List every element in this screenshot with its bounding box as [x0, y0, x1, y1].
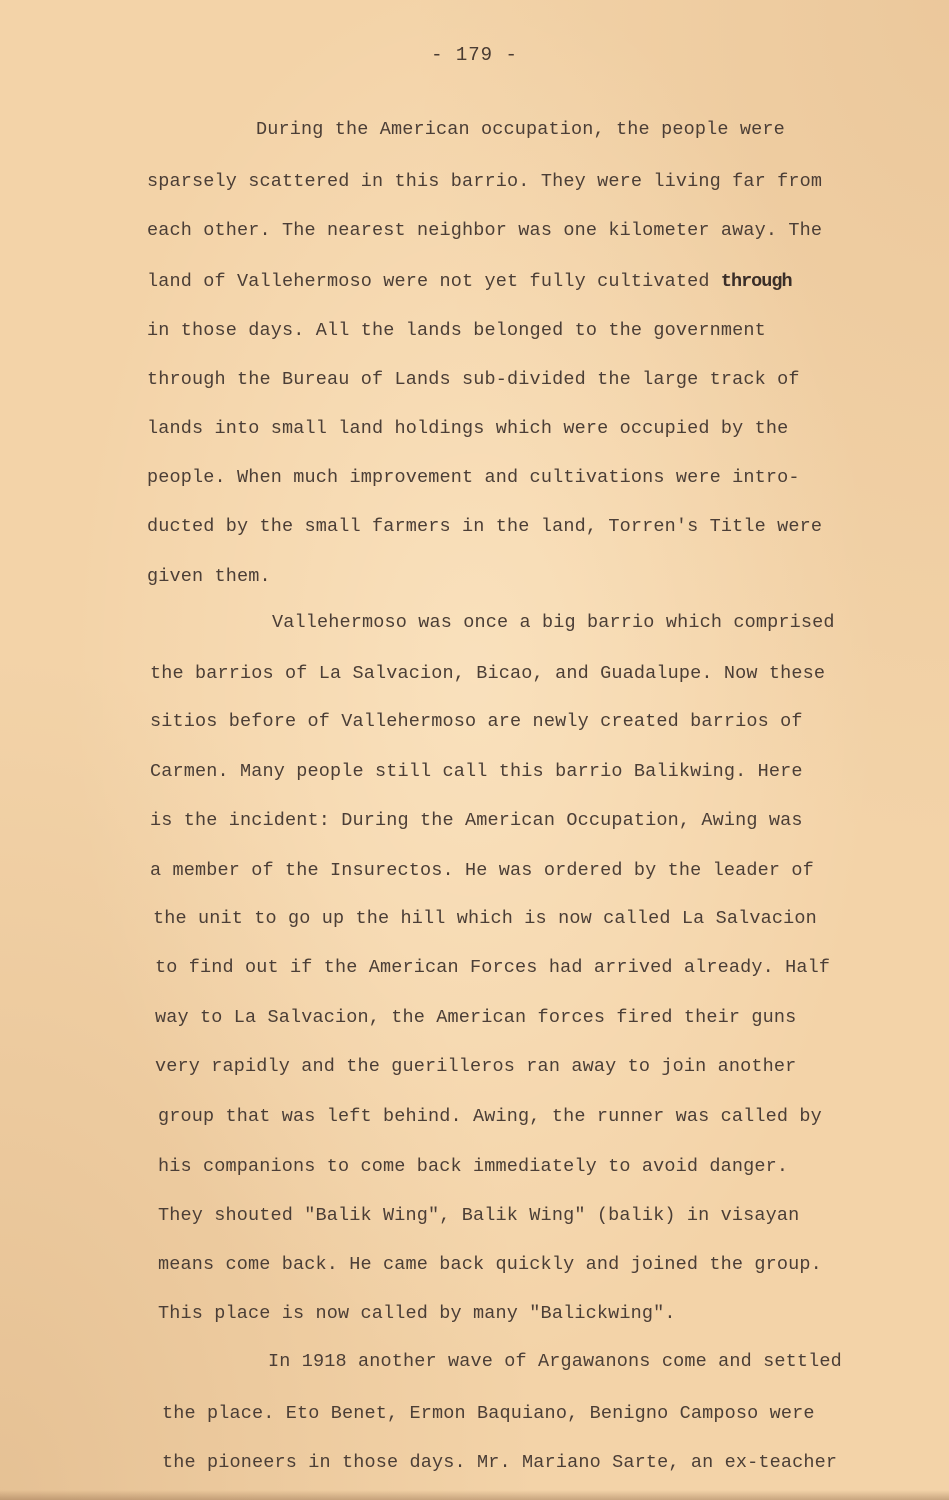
paragraph-2-line-12: his companions to come back immediately to avoid danger.: [158, 1156, 789, 1177]
paragraph-2-line-14: means come back. He came back quickly and joined the group.: [158, 1254, 822, 1275]
paragraph-2-line-13: They shouted "Balik Wing", Balik Wing" (balik) in visayan: [158, 1205, 800, 1226]
paragraph-1-line-8: people. When much improvement and cultivations were intro-: [147, 467, 800, 488]
paragraph-2-line-2: the barrios of La Salvacion, Bicao, and Guadalupe. Now these: [150, 663, 826, 684]
paragraph-1-line-4: [147, 270, 792, 294]
paragraph-2-line-15: This place is now called by many "Balickwing".: [158, 1303, 676, 1324]
paragraph-1-line-2: sparsely scattered in this barrio. They were living far from: [147, 171, 823, 192]
paragraph-1-line-5: in those days. All the lands belonged to the government: [147, 320, 766, 341]
paragraph-1-line-6: through the Bureau of Lands sub-divided the large track of: [147, 369, 800, 390]
paragraph-2-line-5: is the incident: During the American Occupation, Awing was: [150, 810, 803, 831]
paragraph-1-line-7: lands into small land holdings which were occupied by the: [147, 418, 789, 439]
paragraph-2-line-11: group that was left behind. Awing, the runner was called by: [158, 1106, 822, 1127]
paragraph-2-line-3: sitios before of Vallehermoso are newly created barrios of: [150, 711, 803, 732]
struck-out-word: through: [720, 271, 792, 292]
page-bottom-edge: [0, 1490, 949, 1500]
paragraph-3-line-1: In 1918 another wave of Argawanons come and settled: [268, 1351, 842, 1372]
paragraph-1-line-10: given them.: [147, 566, 271, 587]
paragraph-2-line-1: Vallehermoso was once a big barrio which comprised: [272, 612, 835, 633]
paragraph-1-line-3: each other. The nearest neighbor was one kilometer away. The: [147, 220, 823, 241]
paragraph-1-line-1: During the American occupation, the people were: [256, 119, 785, 140]
paragraph-1-line-9: ducted by the small farmers in the land, Torren's Title were: [147, 516, 823, 537]
paragraph-2-line-6: a member of the Insurectos. He was ordered by the leader of: [150, 860, 814, 881]
paragraph-2-line-10: very rapidly and the guerilleros ran away to join another: [155, 1056, 797, 1077]
paragraph-3-line-2: the place. Eto Benet, Ermon Baquiano, Benigno Camposo were: [162, 1403, 815, 1424]
paragraph-2-line-8: to find out if the American Forces had arrived already. Half: [155, 957, 831, 978]
paragraph-2-line-7: the unit to go up the hill which is now called La Salvacion: [153, 908, 817, 929]
paragraph-1-line-4-text: land of Vallehermoso were not yet fully cultivated: [147, 271, 710, 292]
paragraph-3-line-3: the pioneers in those days. Mr. Mariano Sarte, an ex-teacher: [162, 1452, 838, 1473]
paragraph-2-line-9: way to La Salvacion, the American forces fired their guns: [155, 1007, 797, 1028]
paragraph-2-line-4: Carmen. Many people still call this barrio Balikwing. Here: [150, 761, 803, 782]
page-number: - 179 -: [431, 44, 518, 66]
